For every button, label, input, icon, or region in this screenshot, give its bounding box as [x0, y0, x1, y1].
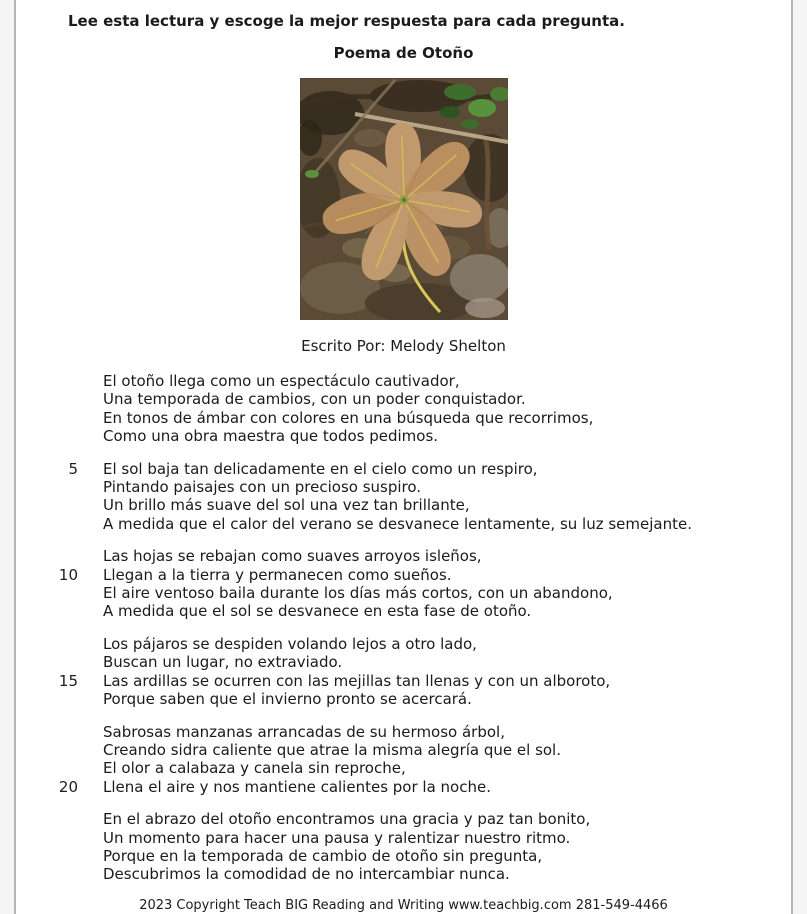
- line-number: 5: [68, 459, 78, 478]
- copyright-footer: 2023 Copyright Teach BIG Reading and Writing www.teachbig.com 281-549-4466: [139, 897, 668, 913]
- line-number: 10: [58, 565, 78, 584]
- poem-line: [16, 810, 791, 828]
- poem-line: [16, 566, 791, 584]
- poem-line: [16, 653, 791, 671]
- poem-line: [16, 723, 791, 741]
- poem-line-text: En tonos de ámbar con colores en una búsqueda que recorrimos,: [103, 408, 594, 427]
- line-number: [16, 478, 78, 496]
- poem-line-text: Las hojas se rebajan como suaves arroyos isleños,: [103, 547, 482, 566]
- poem-line-text: Llena el aire y nos mantiene calientes por la noche.: [103, 777, 491, 796]
- poem-line: [16, 635, 791, 653]
- line-number: [16, 810, 78, 828]
- poem-title: Poema de Otoño: [333, 44, 474, 62]
- line-number: [16, 409, 78, 427]
- line-number: 20: [58, 777, 78, 796]
- instruction-text: Lee esta lectura y escoge la mejor respuesta para cada pregunta.: [68, 12, 625, 30]
- leaf-photo-graphic: [300, 78, 508, 320]
- poem-line: [16, 547, 791, 565]
- line-number: [16, 690, 78, 708]
- line-number: [16, 602, 78, 620]
- poem-line: [16, 865, 791, 883]
- poem-line: [16, 847, 791, 865]
- poem-line-text: Porque en la temporada de cambio de otoño sin pregunta,: [103, 846, 543, 865]
- poem-line: [16, 427, 791, 445]
- line-number: [16, 635, 78, 653]
- stanza-3: [16, 547, 791, 621]
- line-number: [16, 865, 78, 883]
- line-number: [16, 372, 78, 390]
- stanza-6: [16, 810, 791, 884]
- poem-line-text: Llegan a la tierra y permanecen como sueños.: [103, 565, 452, 584]
- poem-line-text: Porque saben que el invierno pronto se acercará.: [103, 690, 472, 709]
- poem-line-text: Creando sidra caliente que atrae la misma alegría que el sol.: [103, 740, 561, 759]
- stanza-2: [16, 460, 791, 534]
- poem-line-text: Una temporada de cambios, con un poder conquistador.: [103, 390, 526, 409]
- line-number: [16, 515, 78, 533]
- poem-line: [16, 460, 791, 478]
- poem-line-text: El aire ventoso baila durante los días más cortos, con un abandono,: [103, 584, 613, 603]
- stanza-5: [16, 723, 791, 797]
- poem-line-text: Como una obra maestra que todos pedimos.: [103, 427, 439, 446]
- poem-line: [16, 829, 791, 847]
- line-number: [16, 847, 78, 865]
- poem-line: [16, 759, 791, 777]
- poem-line: [16, 778, 791, 796]
- poem-line: [16, 584, 791, 602]
- poem-line-text: El otoño llega como un espectáculo cautivador,: [103, 372, 460, 390]
- line-number: [16, 427, 78, 445]
- poem-line-text: A medida que el sol se desvanece en esta fase de otoño.: [103, 602, 532, 621]
- poem-line-text: Descubrimos la comodidad de no intercambiar nunca.: [103, 865, 510, 884]
- line-number: [16, 723, 78, 741]
- stanza-1: [16, 372, 791, 446]
- poem-line: [16, 409, 791, 427]
- poem-line-text: Un momento para hacer una pausa y ralentizar nuestro ritmo.: [103, 828, 571, 847]
- line-number: 15: [58, 671, 78, 690]
- poem-line-text: A medida que el calor del verano se desvanece lentamente, su luz semejante.: [103, 514, 692, 533]
- line-number: [16, 741, 78, 759]
- line-number: [16, 390, 78, 408]
- line-number: [16, 547, 78, 565]
- poem-line: [16, 690, 791, 708]
- poem-line: [16, 741, 791, 759]
- poem-line-text: Las ardillas se ocurren con las mejillas tan llenas y con un alboroto,: [103, 671, 611, 690]
- line-number: [16, 829, 78, 847]
- poem-line-text: Pintando paisajes con un precioso suspiro.: [103, 478, 422, 497]
- line-number: [16, 653, 78, 671]
- poem-line: [16, 496, 791, 514]
- line-number: [16, 759, 78, 777]
- poem-line-text: Buscan un lugar, no extraviado.: [103, 653, 343, 672]
- poem-line-text: Sabrosas manzanas arrancadas de su hermoso árbol,: [103, 722, 505, 741]
- poem-line: [16, 515, 791, 533]
- poem-line: [16, 372, 791, 390]
- author-line: Escrito Por: Melody Shelton: [301, 337, 506, 355]
- poem-line-text: Un brillo más suave del sol una vez tan brillante,: [103, 496, 470, 515]
- poem-line: [16, 672, 791, 690]
- poem-line-text: El olor a calabaza y canela sin reproche,: [103, 759, 406, 778]
- worksheet-page: [14, 0, 793, 914]
- poem-line-text: Los pájaros se despiden volando lejos a otro lado,: [103, 634, 477, 653]
- poem-line: [16, 478, 791, 496]
- poem-line-text: El sol baja tan delicadamente en el cielo como un respiro,: [103, 459, 538, 478]
- line-number: [16, 584, 78, 602]
- poem-line: [16, 602, 791, 620]
- line-number: [16, 496, 78, 514]
- poem-line-text: En el abrazo del otoño encontramos una gracia y paz tan bonito,: [103, 810, 591, 829]
- poem: [16, 372, 791, 884]
- poem-line: [16, 390, 791, 408]
- leaf-photo: [300, 78, 508, 320]
- stanza-4: [16, 635, 791, 709]
